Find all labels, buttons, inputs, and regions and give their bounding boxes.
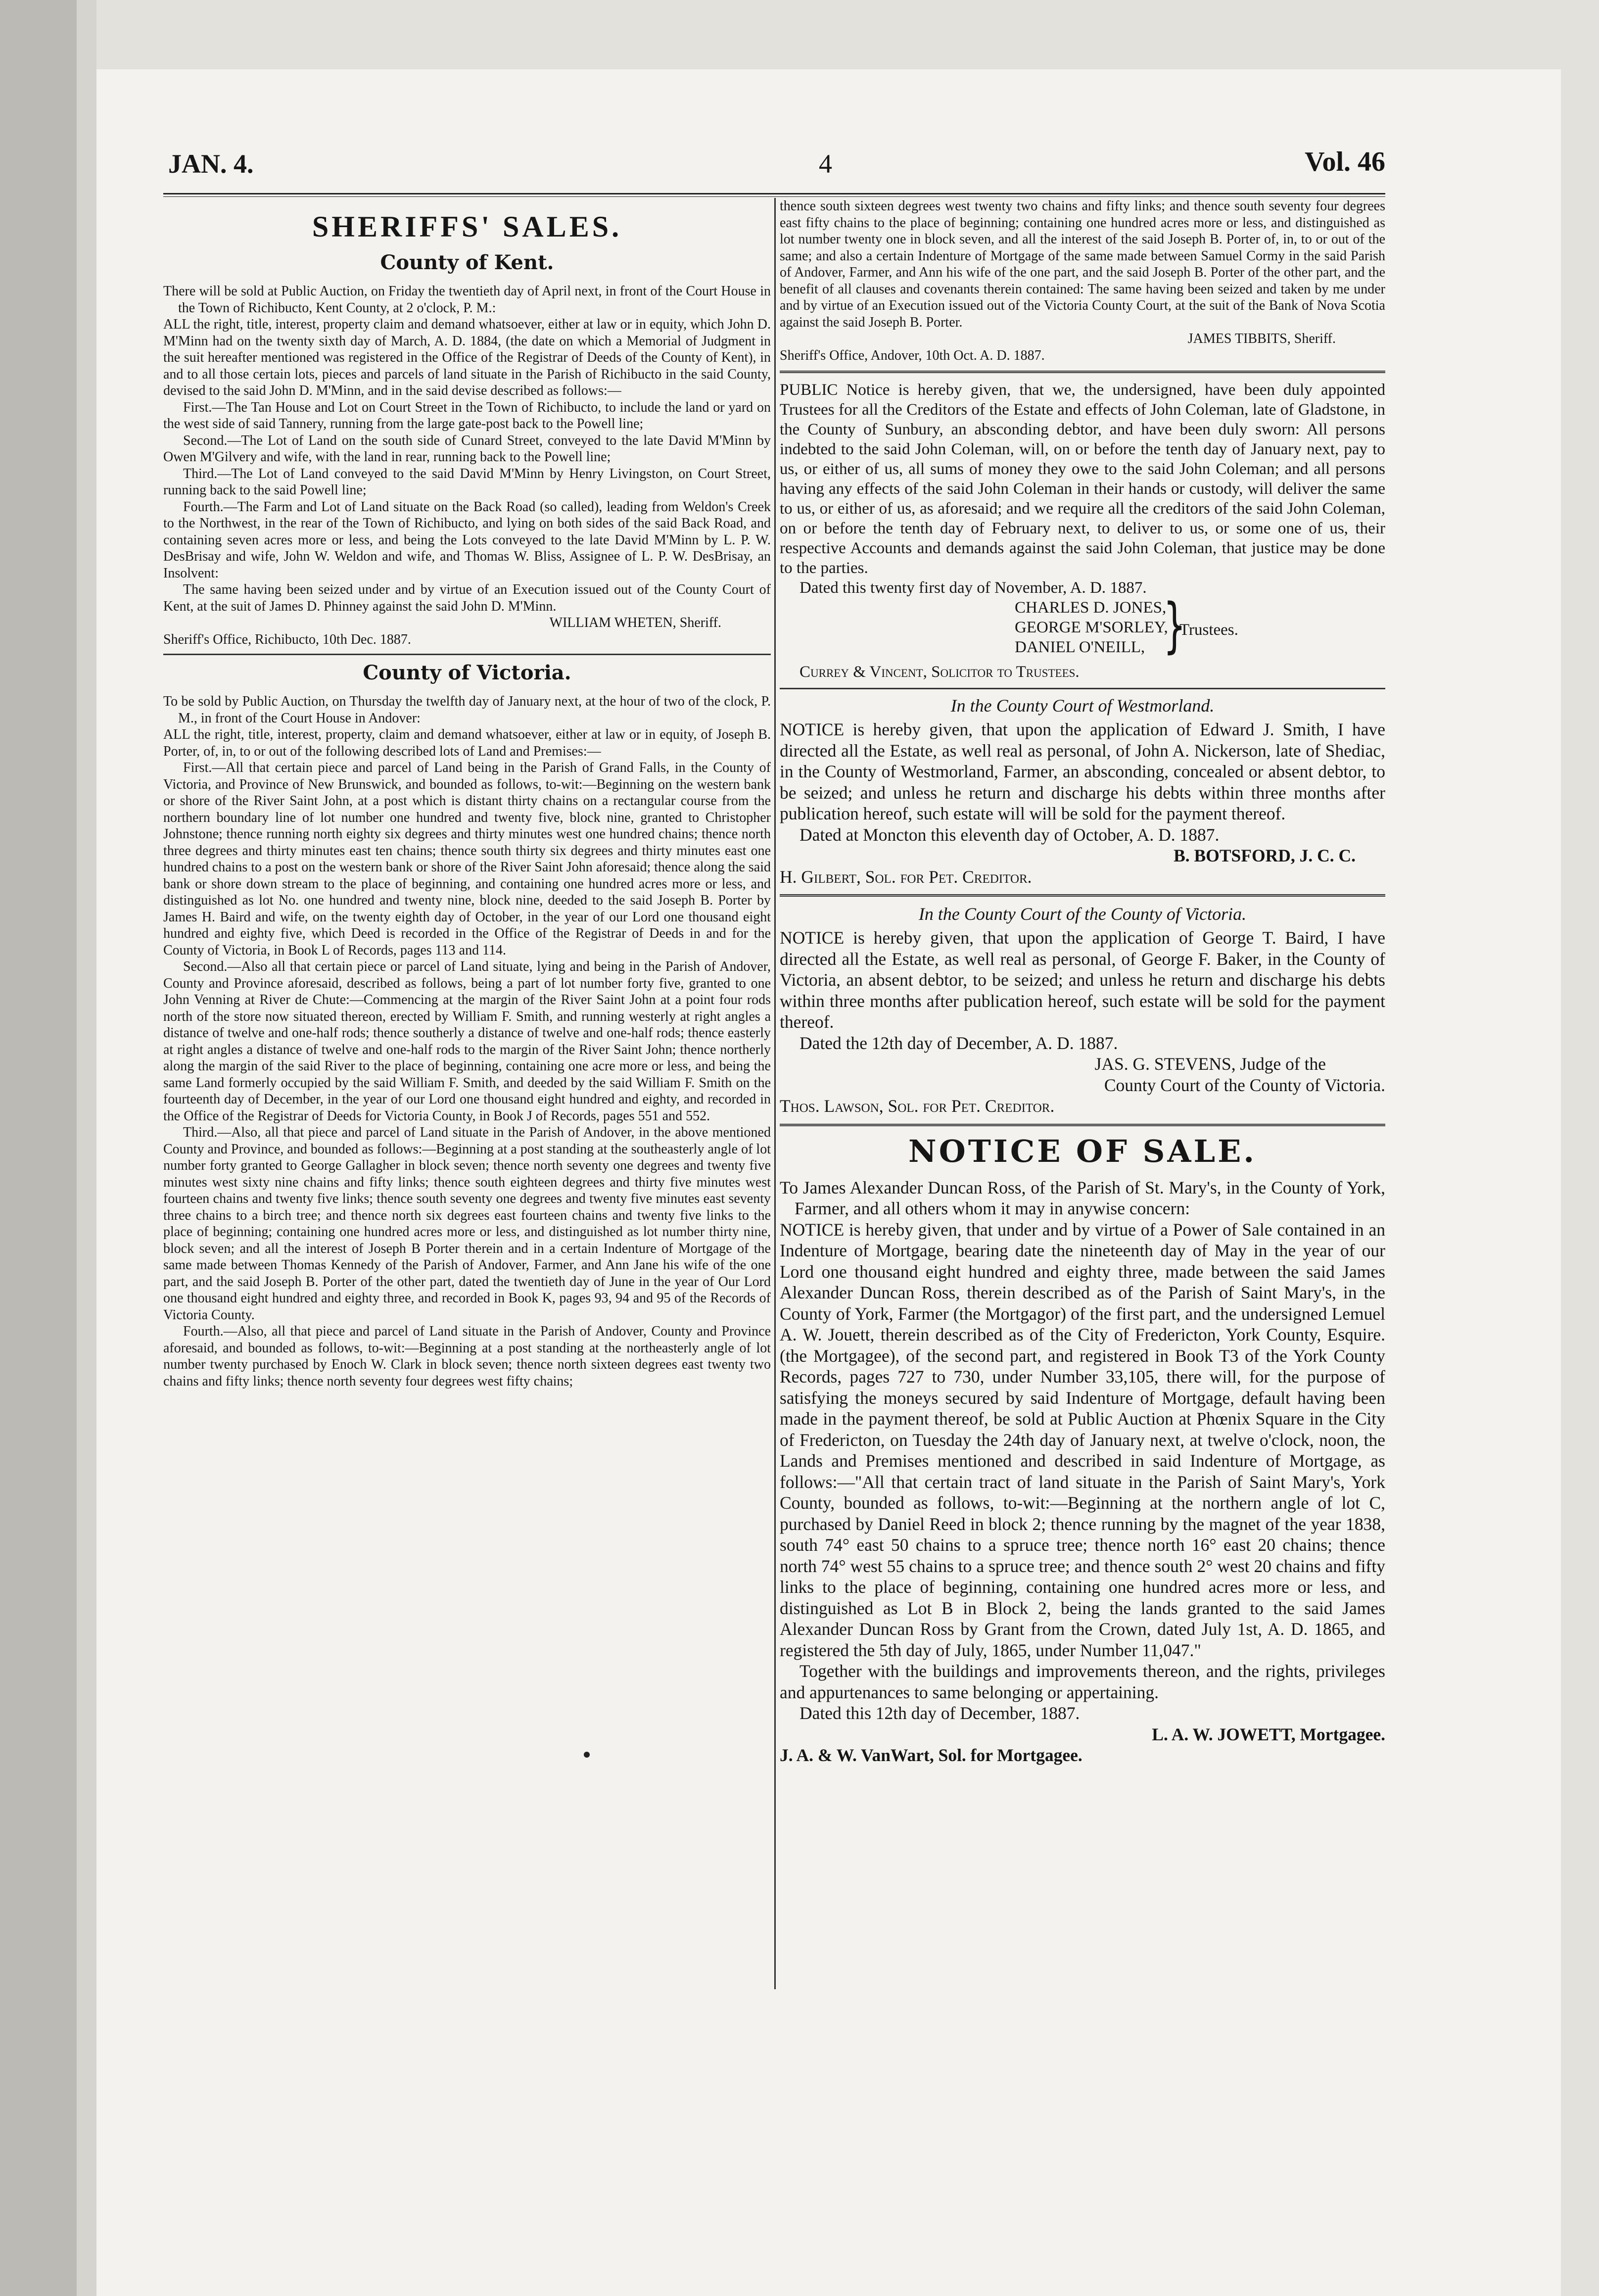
kent-all: ALL the right, title, interest, property claim and demand whatsoever, either at law or in equity, which John D. M'Minn had on the twenty sixth day of March, A. D. 1884, (the date on which a Memorial of Judgment in the suit hereafter mentioned was registered in the Office of the Registrar of Deeds of the County of Kent), in and to all those certain lots, pieces and parcels of land situate in the Parish of Richibucto in the said County, devised to the said John D. M'Minn, and in the said devise described as follows:— [163, 317, 771, 398]
victoria-court-judge-2: County Court of the County of Victoria. [1104, 1075, 1385, 1095]
public-notice-solicitor: Currey & Vincent, Solicitor to Trustees. [800, 663, 1080, 681]
victoria-sale-continued [780, 198, 1385, 364]
victoria-court-judge: JAS. G. STEVENS, Judge of the [1094, 1054, 1326, 1074]
kent-heading: County of Kent. [380, 251, 554, 274]
section-rule [780, 371, 1385, 373]
left-column [163, 198, 771, 1389]
public-notice-dated: Dated this twenty first day of November, A. D. 1887. [800, 579, 1147, 597]
victoria-office: Sheriff's Office, Andover, 10th Oct. A. D. 1887. [780, 347, 1045, 363]
kent-signature: WILLIAM WHETEN, Sheriff. [549, 615, 721, 630]
trustee-name: GEORGE M'SORLEY, [1015, 619, 1168, 636]
kent-first: First.—The Tan House and Lot on Court Street in the Town of Richibucto, to include the land or yard on the west side of said Tannery, running from the large gate-post back to the Powell line; [163, 399, 771, 431]
trustee-name: CHARLES D. JONES, [1015, 599, 1167, 617]
trustee-names [1015, 598, 1168, 657]
right-column [780, 198, 1385, 1766]
issue-date: JAN. 4. [168, 149, 254, 179]
victoria-first: First.—All that certain piece and parcel of Land being in the Parish of Grand Falls, in the County of Victoria, and Province of New Brunswick, and bounded as follows, to-wit:—Beginning on the western bank or shore of the River Saint John, at a post which is distant thirty chains on a rectangular course from the northern boundary line of lot number one hundred and twenty five, block nine, granted to Christopher Johnstone; thence running north eighty six degrees and thirty minutes west one hundred chains; thence north three degrees and thirty minutes east ten chains; thence south thirty six degrees and thirty minutes east one hundred chains to a post on the western bank or shore of the River Saint John aforesaid; thence along the said bank or shore down stream to the place of beginning, and containing one hundred acres more or less, and distinguished as lot No. one hundred and twenty nine, block nine, deeded to the said Joseph B. Porter by James H. Baird and wife, on the twenty eighth day of October, in the year of our Lord one thousand eight hundred and eighty five, which Deed is recorded in the Office of the Registrar of Deeds in and for the County of Victoria, in Book L of Records, pages 113 and 114. [163, 760, 771, 958]
kent-seized: The same having been seized under and by virtue of an Execution issued out of the County Court of Kent, at the suit of James D. Phinney against the said John D. M'Minn. [163, 582, 771, 614]
kent-intro: There will be sold at Public Auction, on Friday the twentieth day of April next, in front of the Court House in the Town of Richibucto, Kent County, at 2 o'clock, P. M.: [163, 284, 771, 316]
notice-of-sale-to: To James Alexander Duncan Ross, of the Parish of St. Mary's, in the County of York, Farmer, and all others whom it may in anywise concern: [780, 1177, 1385, 1218]
kent-fourth: Fourth.—The Farm and Lot of Land situate on the Back Road (so called), leading from Weldon's Creek to the Northwest, in the rear of the Town of Richibucto, and lying on both sides of the said Back Road, and containing seven acres more or less, and being the Lots conveyed to the late David M'Minn by L. P. W. DesBrisay and wife, John W. Weldon and wife, and Thomas W. Bliss, Assignee of L. P. W. DesBrisay, an Insolvent: [163, 499, 771, 581]
notice-of-sale-dated: Dated this 12th day of December, 1887. [800, 1703, 1080, 1723]
page-content [163, 148, 1385, 2128]
section-rule [780, 688, 1385, 689]
columns [163, 198, 1385, 2128]
victoria-court: In the County Court of the County of Victoria. [918, 904, 1247, 924]
victoria-all: ALL the right, title, interest, property, claim and demand whatsoever, either at law or in equity, of Joseph B. Porter, of, in, to or out of the following described lots of Land and Premises:— [163, 727, 771, 759]
westmorland-dated: Dated at Moncton this eleventh day of October, A. D. 1887. [800, 824, 1220, 845]
kent-office: Sheriff's Office, Richibucto, 10th Dec. 1887. [163, 631, 411, 647]
victoria-signature: JAMES TIBBITS, Sheriff. [1187, 331, 1336, 346]
notice-of-sale-text: NOTICE is hereby given, that under and by virtue of a Power of Sale contained in an Indenture of Mortgage, bearing date the nineteenth day of May in the year of our Lord one thousand eight hundred and eighty three, made between the said James Alexander Duncan Ross, therein described as of the Parish of Saint Mary's, in the County of York, Farmer (the Mortgagor) of the first part, and the undersigned Lemuel A. W. Jouett, therein described as of the City of Fredericton, York County, Esquire. (the Mortgagee), of the second part, and registered in Book T3 of the York County Records, pages 727 to 730, under Number 33,105, there will, for the purpose of satisfying the moneys secured by said Indenture of Mortgage, default having been made in the payment thereof, be sold at Public Auction at Phœnix Square in the City of Fredericton, on Tuesday the 24th day of January next, at twelve o'clock, noon, the Lands and Premises mentioned and described in said Indenture of Mortgage, as follows:—"All that certain tract of land situate in the Parish of Saint Mary's, York County, bounded as follows, to-wit:—Beginning at the northern angle of lot C, purchased by Daniel Reed in block 2; thence running by the magnet of the year 1838, south 74° east 50 chains to a spruce tree; thence north 16° east 20 chains; thence north 74° west 55 chains to a spruce tree; and thence south 2° west 20 chains and fifty links to the place of beginning, containing one hundred acres more or less, and distinguished as Lot B in Block 2, being the lands granted to the said James Alexander Duncan Ross by Grant from the Crown, dated July 1st, A. D. 1865, and registered the 5th day of July, 1865, under Number 11,047." [780, 1219, 1385, 1660]
header-rule [163, 193, 1385, 197]
kent-third: Third.—The Lot of Land conveyed to the said David M'Minn by Henry Livingston, on Court Street, running back to the said Powell line; [163, 466, 771, 498]
section-rule [780, 1124, 1385, 1126]
kent-second: Second.—The Lot of Land on the south side of Cunard Street, conveyed to the late David M'Minn by Owen M'Gilvery and wife, with the land in rear, running back to the Powell line; [163, 432, 771, 465]
victoria-court-solicitor: Thos. Lawson, Sol. for Pet. Creditor. [780, 1096, 1055, 1116]
trustees-block [780, 591, 1385, 662]
kent-sale [163, 283, 771, 648]
victoria-continued: thence south sixteen degrees west twenty two chains and fifty links; and thence south seventy four degrees east fifty chains to the place of beginning; containing one hundred acres more or less, and distinguished as lot number twenty one in block seven, and all the interest of the said Joseph B. Porter of, in, to or out of the same; and also a certain Indenture of Mortgage of the same made between Samuel Cormy in the said Parish of Andover, Farmer, and Ann his wife of the one part, and the said Joseph B. Porter of the other part, and the benefit of all clauses and covenants therein contained: The same having been seized and taken by me under and by virtue of an Execution issued out of the Victoria County Court, at the suit of the Bank of Nova Scotia against the said Joseph B. Porter. [780, 198, 1385, 330]
notice-of-sale [780, 1177, 1385, 1766]
westmorland-signature: B. BOTSFORD, J. C. C. [1174, 846, 1356, 865]
victoria-fourth: Fourth.—Also, all that piece and parcel of Land situate in the Parish of Andover, County and Province aforesaid, and bounded as follows, to-wit:—Beginning at a post standing at the northeasterly angle of lot number twenty purchased by Enoch W. Clark in block seven; thence north sixteen degrees east twenty two chains and fifty links; thence north seventy four degrees west fifty chains; [163, 1324, 771, 1389]
section-rule [163, 654, 771, 655]
victoria-court-text: NOTICE is hereby given, that upon the application of George T. Baird, I have directed all the Estate, as well real as personal, of George F. Baker, in the County of Victoria, an absent debtor, to be seized; and unless he return and discharge his debts within three months after publication hereof, such estate will be sold for the payment thereof. [780, 928, 1385, 1032]
notice-of-sale-solicitor: J. A. & W. VanWart, Sol. for Mortgagee. [780, 1745, 1082, 1765]
page-header [163, 148, 1385, 193]
section-rule [780, 894, 1385, 897]
trustee-name: DANIEL O'NEILL, [1015, 638, 1145, 656]
brace-glyph: } [1163, 591, 1186, 660]
victoria-second: Second.—Also all that certain piece or parcel of Land situate, lying and being in the Parish of Andover, County and Province aforesaid, described as follows, being a part of lot number forty five, granted to one John Venning at River de Chute:—Commencing at the margin of the River Saint John at a point four rods north of the store now situated thereon, erected by William F. Smith, and running westerly at right angles a distance of twelve and one-half rods; thence southerly a distance of twelve and one-half rods; thence easterly at right angles a distance of twelve and one-half rods to the margin of the River Saint John; thence northerly along the margin of the said River to the place of beginning, containing one acre more or less, and being the same Land formerly occupied by the said William F. Smith, and deeded by the said William F. Smith on the fourteenth day of December, in the year of our Lord one thousand eight hundred and eighty, and recorded in the Office of the Registrar of Deeds for Victoria County, in Book J of Records, pages 551 and 552. [163, 959, 771, 1124]
westmorland-text: NOTICE is hereby given, that upon the application of Edward J. Smith, I have directed all the Estate, as well real as personal, of John A. Nickerson, late of Shediac, in the County of Westmorland, Farmer, an absconding, concealed or absent debtor, to be seized; and unless he return and discharge his debts within three months after publication hereof, such estate will will be sold for the payment thereof. [780, 719, 1385, 823]
volume-number: Vol. 46 [1305, 146, 1385, 177]
westmorland-notice [780, 719, 1385, 887]
ink-dot [584, 1752, 590, 1758]
victoria-third: Third.—Also, all that piece and parcel of Land situate in the Parish of Andover, in the above mentioned County and Province, and bounded as follows:—Beginning at a post standing at the southeasterly angle of lot number forty granted to George Gallagher in block seven; thence north seventy one degrees and twenty five minutes west sixty nine chains and fifty links; thence south eighteen degrees and thirty five minutes west fourteen chains and twenty five links; thence south seventy one degrees and twenty five minutes east seventy three chains to a birch tree; and thence north six degrees east fourteen chains and twenty five links to the place of beginning; containing one hundred acres more or less, and distinguished as lot number thirty nine, block seven; and all the interest of Joseph B Porter therein and in a certain Indenture of Mortgage of the same made between Thomas Kennedy of the Parish of Andover, Farmer, and Ann Jane his wife of the one part, and the said Joseph B. Porter of the other part, dated the twentieth day of June in the year of Our Lord one thousand eight hundred and eighty three, and recorded in Book K, pages 93, 94 and 95 of the Records of Victoria County. [163, 1125, 771, 1323]
notice-of-sale-together: Together with the buildings and improvements thereon, and the rights, privileges and appurtenances to same belonging or appertaining. [780, 1661, 1385, 1702]
notice-of-sale-title: NOTICE OF SALE. [908, 1133, 1257, 1169]
scan-margin-dark [0, 0, 77, 2296]
westmorland-court: In the County Court of Westmorland. [950, 696, 1215, 716]
scan-margin-light [77, 0, 96, 2296]
victoria-court-dated: Dated the 12th day of December, A. D. 1887. [800, 1033, 1118, 1053]
westmorland-solicitor: H. Gilbert, Sol. for Pet. Creditor. [780, 866, 1032, 887]
column-divider [774, 198, 776, 1989]
notice-of-sale-signature: L. A. W. JOWETT, Mortgagee. [1152, 1724, 1385, 1744]
victoria-intro: To be sold by Public Auction, on Thursday the twelfth day of January next, at the hour of two of the clock, P. M., in front of the Court House in Andover: [163, 694, 771, 726]
public-notice-text: PUBLIC Notice is hereby given, that we, the undersigned, have been duly appointed Trustees for all the Creditors of the Estate and effects of John Coleman, late of Gladstone, in the County of Sunbury, an absconding debtor, and have been duly sworn: All persons indebted to the said John Coleman, will, on or before the tenth day of January next, pay to us, or either of us, all sums of money they owe to the said John Coleman; and all persons having any effects of the said John Coleman in their hands or custody, will deliver the same to us, or either of us, as aforesaid; and we require all the creditors of the said John Coleman, on or before the tenth day of February next, to deliver to us, or some one of us, their respective Accounts and demands against the said John Coleman, that justice may be done to the parties. [780, 381, 1385, 577]
trustees-label: Trustees. [1179, 621, 1238, 639]
public-notice [780, 380, 1385, 682]
victoria-sale [163, 693, 771, 1389]
victoria-court-notice [780, 927, 1385, 1117]
page-number: 4 [819, 149, 832, 179]
sheriffs-sales-title: SHERIFFS' SALES. [312, 210, 622, 243]
victoria-heading: County of Victoria. [363, 661, 571, 684]
